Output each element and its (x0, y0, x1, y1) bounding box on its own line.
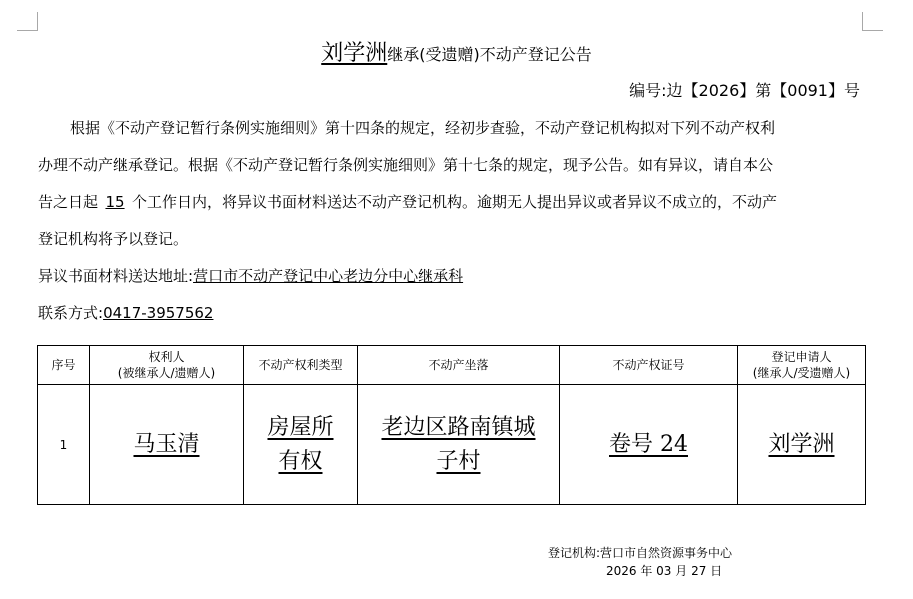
title-text: 继承(受遗赠)不动产登记公告 (387, 45, 592, 64)
location-line-2: 子村 (436, 448, 481, 474)
right-type-line-2: 有权 (278, 448, 323, 474)
registration-table (37, 345, 866, 505)
header-holder-line-1: 权利人 (148, 350, 185, 364)
notice-title (0, 36, 913, 67)
contact-label: 联系方式: (38, 304, 104, 322)
page-corner-mark-left (17, 12, 38, 31)
header-applicant-line-2: (继承人/受遗赠人) (752, 366, 851, 380)
notice-paragraph-line-2: 办理不动产继承登记。根据《不动产登记暂行条例实施细则》第十七条的规定，现予公告。如有异议，请自本公 (38, 156, 774, 174)
document-number: 编号:边【2026】第【0091】号 (629, 81, 860, 100)
header-index: 序号 (38, 346, 90, 385)
applicant-name: 刘学洲 (768, 431, 835, 457)
line3-after-text: 个工作日内，将异议书面材料送达不动产登记机构。逾期无人提出异议或者异议不成立的，不动产 (132, 193, 778, 211)
header-location: 不动产坐落 (358, 346, 560, 385)
header-right-type: 不动产权利类型 (244, 346, 358, 385)
header-cert-no: 不动产权证号 (560, 346, 738, 385)
cell-cert-no (560, 385, 738, 505)
cell-index: 1 (38, 385, 90, 505)
notice-date: 2026 年 03 月 27 日 (606, 564, 723, 578)
cert-number: 卷号 24 (609, 431, 688, 457)
notice-paragraph-line-1: 根据《不动产登记暂行条例实施细则》第十四条的规定，经初步查验，不动产登记机构拟对下列不动产权利 (70, 119, 776, 137)
cell-applicant (738, 385, 866, 505)
right-type-line-1: 房屋所 (267, 414, 334, 440)
cell-holder (90, 385, 244, 505)
header-holder (90, 346, 244, 385)
objection-address-label: 异议书面材料送达地址: (38, 267, 194, 285)
table-row (38, 385, 866, 505)
cell-right-type (244, 385, 358, 505)
contact-phone: 0417-3957562 (103, 304, 214, 322)
cell-location (358, 385, 560, 505)
holder-name: 马玉清 (133, 431, 200, 457)
objection-days: 15 (105, 193, 125, 211)
table-header-row (38, 346, 866, 385)
title-person-name: 刘学洲 (321, 41, 388, 66)
contact-info (38, 303, 864, 323)
objection-address-value: 营口市不动产登记中心老边分中心继承科 (193, 267, 464, 285)
registration-agency: 登记机构:营口市自然资源事务中心 (548, 546, 733, 560)
line3-before-text: 告之日起 (38, 193, 99, 211)
objection-address (38, 266, 864, 286)
location-line-1: 老边区路南镇城 (381, 414, 536, 440)
header-holder-line-2: (被继承人/遗赠人) (117, 366, 216, 380)
notice-paragraph-line-4: 登记机构将予以登记。 (38, 230, 189, 248)
notice-paragraph-line-3 (38, 192, 864, 212)
header-applicant-line-1: 登记申请人 (771, 350, 832, 364)
page-corner-mark-right (862, 12, 883, 31)
header-applicant (738, 346, 866, 385)
